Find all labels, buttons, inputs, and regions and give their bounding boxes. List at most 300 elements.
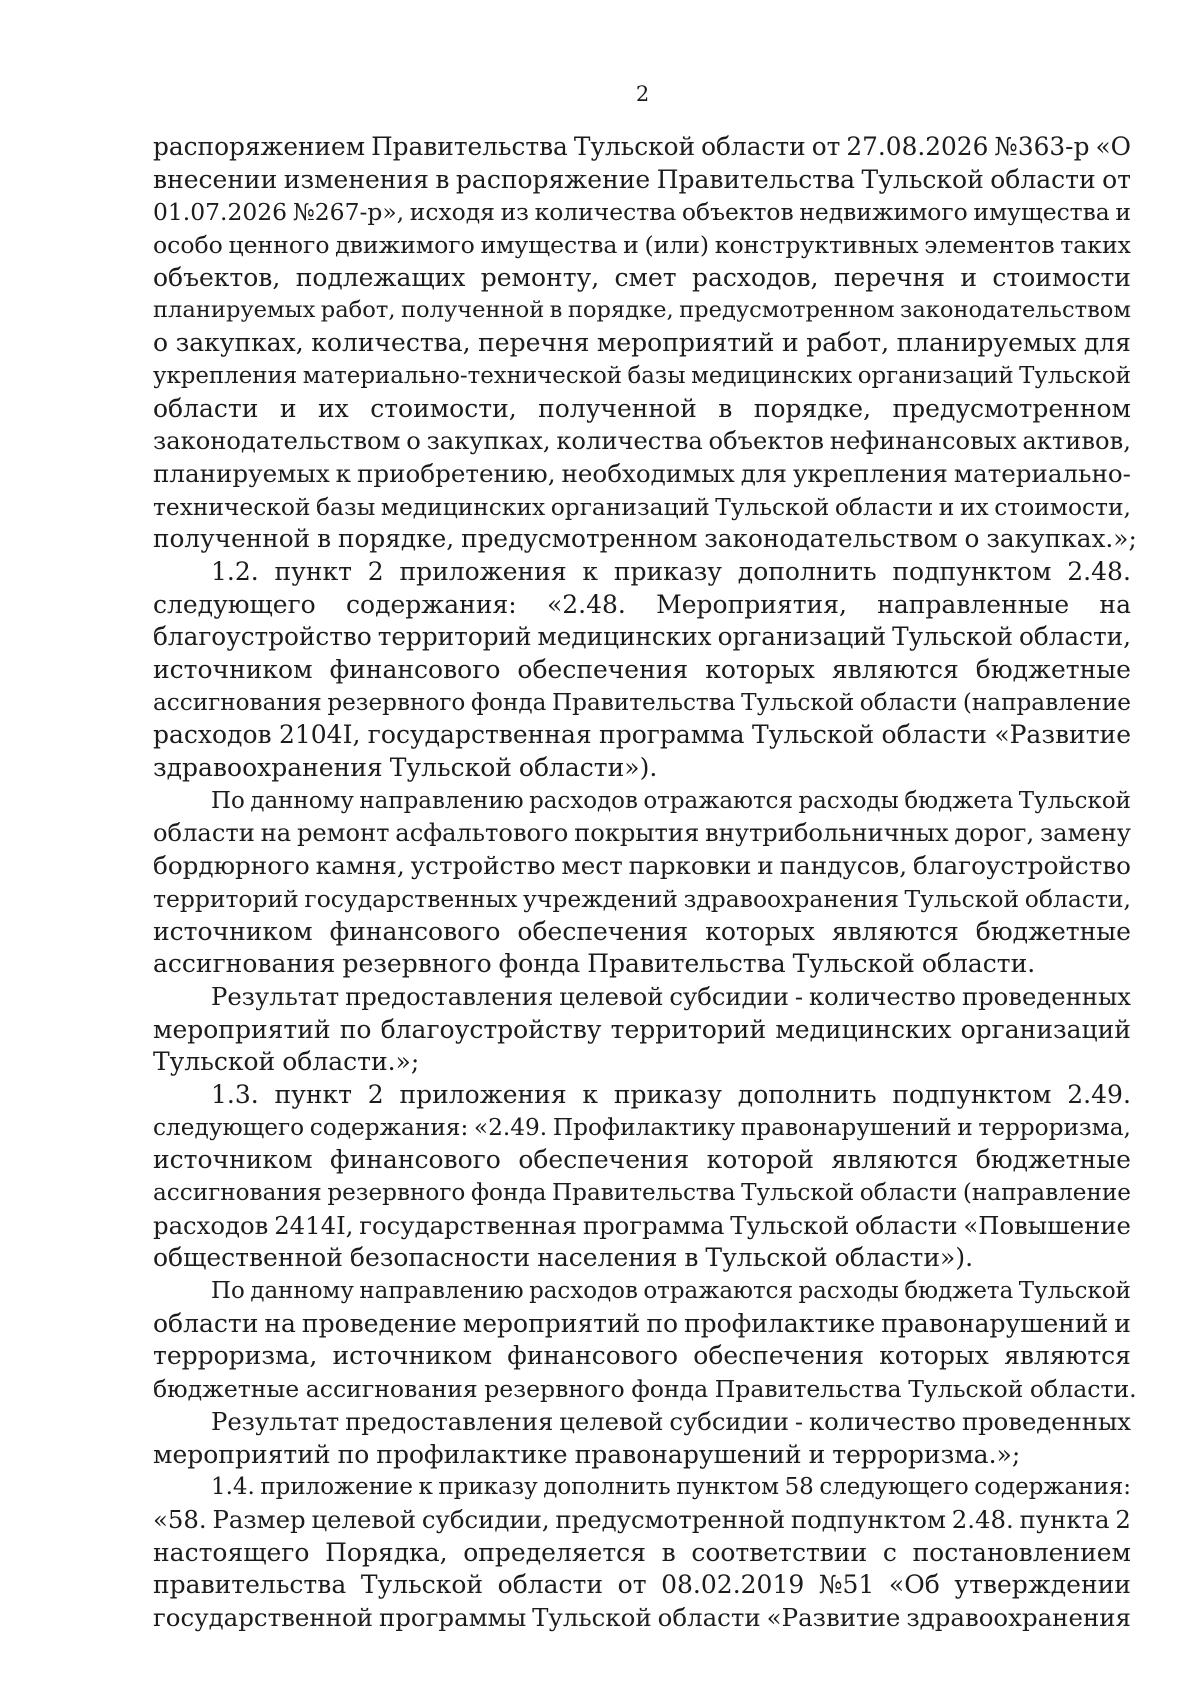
- word: закупках,: [426, 427, 551, 456]
- word: являются: [1004, 1341, 1131, 1371]
- word: 2104I,: [278, 720, 361, 750]
- text-line: [153, 294, 1131, 327]
- word: области,: [1024, 884, 1131, 913]
- word: предусмотренной: [555, 1504, 786, 1534]
- word: №267-р»,: [292, 198, 405, 227]
- text-line: [153, 1340, 1131, 1373]
- text-line: [153, 425, 1131, 458]
- word: законодательством: [899, 297, 1131, 324]
- word: финансового: [330, 1145, 501, 1175]
- word: элементов: [924, 231, 1055, 260]
- word: государственная: [359, 1210, 578, 1240]
- word: смет: [614, 262, 677, 292]
- word: планируемых: [153, 458, 330, 488]
- text-line: [153, 360, 1131, 393]
- word: Тульской: [904, 884, 1020, 913]
- word: области.: [1029, 1375, 1137, 1404]
- word: и: [1114, 1308, 1131, 1338]
- word: бюджетные: [975, 1145, 1131, 1175]
- word: определяется: [463, 1537, 646, 1567]
- word: Тульской: [715, 492, 830, 521]
- word: правонарушений: [881, 1308, 1109, 1338]
- word: финансового: [329, 655, 501, 684]
- word: внесении: [153, 164, 278, 194]
- word: порядке,: [337, 524, 455, 554]
- word: Тульской: [741, 689, 855, 716]
- word: Правительства: [371, 132, 568, 161]
- word: о: [406, 427, 421, 456]
- word: распоряжение: [455, 164, 651, 194]
- word: «Развитие: [766, 1602, 901, 1632]
- text-line: [153, 1308, 1131, 1341]
- word: обеспечения: [693, 1341, 865, 1371]
- word: являются: [831, 916, 959, 946]
- word: которых: [879, 1341, 989, 1371]
- word: содержания:: [346, 589, 517, 619]
- word: следующего: [819, 1474, 969, 1501]
- word: По: [211, 787, 245, 814]
- word: 1.3.: [211, 1079, 259, 1109]
- word: проведенных: [961, 1406, 1131, 1436]
- word: планируемых: [896, 328, 1077, 358]
- word: 2414I,: [274, 1210, 354, 1240]
- word: дополнить: [737, 1079, 877, 1109]
- text-line: [153, 327, 1131, 360]
- word: данному: [250, 787, 354, 814]
- word: Порядка,: [325, 1537, 448, 1567]
- word: 2.48.: [951, 1504, 1014, 1534]
- word: и: [957, 1113, 973, 1141]
- word: в: [718, 393, 733, 423]
- word: пандусов,: [779, 851, 908, 881]
- word: области.»;: [282, 1047, 420, 1077]
- word: области.: [921, 949, 1036, 979]
- word: и: [279, 393, 297, 423]
- word: мероприятий: [596, 328, 775, 358]
- word: материально-: [953, 458, 1131, 488]
- word: Тульской: [861, 164, 984, 194]
- word: количества: [556, 427, 703, 456]
- text-line: [153, 589, 1131, 622]
- word: «О: [1095, 132, 1131, 161]
- word: Результат: [211, 1406, 340, 1436]
- text-line: [153, 1242, 1131, 1275]
- word: полученной: [400, 297, 545, 324]
- word: расходов,: [691, 262, 819, 292]
- word: организаций: [960, 1014, 1131, 1044]
- word: о: [153, 328, 169, 358]
- word: Тульской: [360, 1570, 484, 1600]
- text-line: [153, 164, 1131, 197]
- word: источником: [153, 1145, 313, 1175]
- word: бюджетные: [975, 916, 1131, 946]
- word: территорий: [153, 884, 299, 913]
- text-line: [153, 262, 1131, 295]
- word: подпунктом: [892, 1079, 1052, 1109]
- word: направленные: [877, 589, 1070, 619]
- word: в: [317, 524, 332, 554]
- word: исходя: [409, 198, 495, 227]
- word: «2.49.: [473, 1113, 548, 1141]
- word: приложения: [399, 556, 567, 586]
- word: полученной: [153, 524, 311, 554]
- word: их: [317, 393, 349, 423]
- word: базы: [627, 362, 686, 389]
- word: планируемых: [153, 297, 316, 324]
- word: безопасности: [349, 1243, 531, 1273]
- word: следующего: [153, 589, 316, 619]
- word: на: [260, 819, 292, 848]
- word: -: [794, 1406, 804, 1436]
- word: резервного: [342, 949, 492, 979]
- word: закупках.»;: [986, 524, 1137, 554]
- word: количества,: [311, 328, 471, 358]
- word: терроризма,: [978, 1113, 1131, 1141]
- text-line: [153, 916, 1131, 949]
- word: резервного: [327, 1180, 466, 1206]
- word: Тульской: [1018, 787, 1131, 814]
- word: Тульской: [730, 1210, 850, 1240]
- word: настоящего: [153, 1537, 310, 1567]
- word: области: [859, 1180, 958, 1206]
- word: общественной: [153, 1243, 343, 1273]
- word: о: [964, 524, 980, 554]
- word: движимого: [335, 231, 475, 260]
- word: пункт: [274, 1079, 352, 1109]
- word: 1.4.: [211, 1474, 255, 1501]
- text-line: [153, 1112, 1131, 1145]
- word: предусмотренном: [679, 297, 895, 324]
- text-line: [153, 229, 1131, 262]
- word: приказу: [613, 1079, 723, 1109]
- word: закупках,: [175, 328, 304, 358]
- word: имущества: [973, 198, 1110, 227]
- word: изменения: [283, 164, 429, 194]
- word: для: [740, 458, 787, 488]
- word: пункта: [1019, 1504, 1110, 1534]
- word: асфальтового: [395, 819, 569, 848]
- word: Результат: [211, 981, 340, 1011]
- word: государственная: [367, 720, 592, 750]
- word: ассигнования: [153, 1180, 322, 1206]
- word: дополнить: [737, 556, 877, 586]
- text-line: [153, 1406, 1131, 1439]
- word: отражаются: [643, 787, 793, 814]
- word: территорий: [377, 622, 532, 652]
- word: из: [500, 198, 529, 227]
- word: ассигнования: [153, 949, 336, 979]
- word: работ,: [806, 328, 890, 358]
- word: Правительства: [714, 1375, 902, 1404]
- word: программа: [599, 720, 745, 750]
- word: стоимости,: [994, 492, 1131, 521]
- text-line: [153, 1275, 1131, 1308]
- word: Правительства: [587, 949, 786, 979]
- word: которых: [705, 655, 815, 684]
- word: являются: [831, 655, 959, 684]
- word: полученной: [538, 393, 697, 423]
- word: по: [646, 1308, 679, 1338]
- word: следующего: [153, 1113, 305, 1141]
- word: медицинских: [775, 1014, 952, 1044]
- word: соответствии: [691, 1537, 868, 1567]
- word: мероприятий: [153, 1439, 331, 1469]
- word: медицинских: [537, 622, 712, 652]
- word: Тульской: [741, 1180, 855, 1206]
- word: материально-технической: [302, 362, 622, 389]
- word: населения: [537, 1243, 678, 1273]
- text-line: [153, 883, 1131, 916]
- word: Тульской: [1018, 1278, 1131, 1305]
- word: 2: [1115, 1504, 1131, 1534]
- word: бюджета: [904, 1278, 1014, 1305]
- word: Размер: [212, 1504, 306, 1534]
- word: к: [335, 458, 352, 488]
- word: расходов: [529, 787, 638, 814]
- word: №363-р: [994, 132, 1090, 161]
- word: укрепления: [792, 458, 948, 488]
- word: 2.48.: [1067, 556, 1131, 586]
- word: области»).: [518, 753, 658, 783]
- word: Тульской: [908, 1375, 1024, 1404]
- word: которой: [706, 1145, 814, 1175]
- word: предоставления: [345, 981, 554, 1011]
- word: области: [153, 1308, 259, 1338]
- word: источником: [153, 655, 313, 684]
- word: программы: [378, 1602, 527, 1632]
- word: содержания:: [974, 1474, 1131, 1501]
- word: резервного: [327, 689, 466, 716]
- document-body: [153, 131, 1137, 1635]
- word: Мероприятия,: [656, 589, 847, 619]
- text-line: [153, 850, 1131, 883]
- word: ценного: [228, 231, 330, 260]
- word: к: [582, 556, 599, 586]
- word: целевой: [559, 981, 664, 1011]
- word: обеспечения: [517, 655, 689, 684]
- word: здравоохранения: [906, 1602, 1131, 1632]
- word: «58.: [153, 1504, 207, 1534]
- word: конструктивных: [714, 231, 919, 260]
- word: предоставления: [345, 1406, 554, 1436]
- word: ремонту,: [480, 262, 600, 292]
- word: имущества: [480, 231, 618, 260]
- word: правительства: [153, 1570, 347, 1600]
- word: в: [549, 297, 563, 324]
- word: области: [855, 1210, 958, 1240]
- word: области: [881, 720, 987, 750]
- word: таких: [1060, 231, 1131, 260]
- word: Правительства: [552, 1180, 736, 1206]
- word: целевой: [559, 1406, 664, 1436]
- word: работ,: [320, 297, 396, 324]
- word: приказу: [613, 556, 723, 586]
- word: направлению: [359, 787, 524, 814]
- word: Правительства: [656, 164, 856, 194]
- text-line: [153, 1537, 1131, 1570]
- word: укрепления: [153, 362, 298, 389]
- word: на: [264, 1308, 296, 1338]
- word: Тульской: [1019, 362, 1131, 389]
- word: государственной: [153, 1602, 373, 1632]
- word: от: [1102, 164, 1131, 194]
- word: на: [1099, 589, 1131, 619]
- word: объектов: [681, 198, 794, 227]
- word: «Об: [888, 1570, 940, 1600]
- word: в: [435, 164, 450, 194]
- word: технической: [153, 492, 311, 521]
- word: и: [808, 1439, 826, 1469]
- word: камня,: [315, 851, 405, 881]
- word: -: [794, 981, 804, 1011]
- word: замену: [1039, 819, 1131, 848]
- word: «2.48.: [546, 589, 626, 619]
- word: проведение: [301, 1308, 457, 1338]
- word: и: [623, 231, 639, 260]
- word: Тульской: [892, 622, 1013, 652]
- word: ассигнования: [305, 1375, 478, 1404]
- word: пунктом: [676, 1474, 780, 1501]
- word: 27.08.2026: [846, 132, 989, 161]
- word: недвижимого: [799, 198, 968, 227]
- word: организаций: [857, 362, 1014, 389]
- word: устройство: [410, 851, 556, 881]
- word: (направление: [962, 1180, 1131, 1206]
- word: медицинских: [691, 362, 853, 389]
- word: отражаются: [643, 1278, 793, 1305]
- word: мероприятий: [462, 1308, 641, 1338]
- word: терроризма.»;: [832, 1439, 1021, 1469]
- word: организаций: [717, 622, 887, 652]
- word: расходов: [529, 1278, 638, 1305]
- word: количество: [808, 981, 957, 1011]
- text-line: [153, 458, 1131, 491]
- word: особо: [153, 231, 223, 260]
- text-line: [153, 196, 1131, 229]
- word: обеспечения: [518, 1145, 690, 1175]
- word: Тульской: [573, 132, 696, 161]
- word: содержания:: [309, 1113, 469, 1141]
- word: правонарушений: [740, 1113, 952, 1141]
- word: области»).: [834, 1243, 974, 1273]
- word: области: [990, 164, 1096, 194]
- text-line: [153, 1602, 1131, 1635]
- word: подпунктом: [892, 556, 1052, 586]
- word: области: [497, 1570, 604, 1600]
- word: благоустройство: [153, 622, 372, 652]
- text-line: [153, 1144, 1131, 1177]
- word: проведенных: [961, 981, 1131, 1011]
- text-line: [153, 785, 1131, 818]
- text-line: [153, 948, 1131, 981]
- word: Тульской: [705, 1243, 828, 1273]
- word: подлежащих: [295, 262, 466, 292]
- word: в: [684, 1243, 699, 1273]
- word: (или): [644, 231, 710, 260]
- word: порядке,: [567, 297, 674, 324]
- word: 2: [367, 1079, 384, 1109]
- word: государственных: [304, 884, 518, 913]
- word: организаций: [550, 492, 710, 521]
- word: стоимости,: [370, 393, 517, 423]
- word: источником: [332, 1341, 493, 1371]
- word: учреждений: [523, 884, 678, 913]
- word: целевой: [311, 1504, 417, 1534]
- text-line: [153, 817, 1131, 850]
- word: предусмотренном: [892, 393, 1131, 423]
- word: Тульской: [792, 949, 915, 979]
- word: которых: [705, 916, 815, 946]
- word: постановлением: [912, 1537, 1131, 1567]
- text-line: [153, 1471, 1131, 1504]
- word: расходы: [798, 787, 899, 814]
- word: 2: [367, 556, 384, 586]
- word: количество: [808, 1406, 957, 1436]
- word: благоустройству: [380, 1014, 602, 1044]
- word: Тульской: [389, 753, 512, 783]
- word: здравоохранения: [683, 884, 899, 913]
- word: области: [153, 819, 255, 848]
- word: парковки: [628, 851, 752, 881]
- word: «Повышение: [963, 1210, 1131, 1240]
- word: Тульской: [532, 1602, 652, 1632]
- text-line: [153, 131, 1131, 164]
- word: области: [153, 393, 259, 423]
- text-line: [153, 1439, 1131, 1472]
- word: медицинских: [380, 492, 546, 521]
- word: покрытия: [574, 819, 700, 848]
- word: данному: [250, 1278, 354, 1305]
- word: 58: [784, 1474, 814, 1501]
- word: Профилактику: [552, 1113, 736, 1141]
- text-line: [153, 1014, 1131, 1047]
- word: и: [938, 492, 955, 521]
- text-line: [153, 1504, 1131, 1537]
- word: и: [782, 328, 799, 358]
- word: мест: [561, 851, 623, 881]
- word: приказу: [438, 1474, 538, 1501]
- word: правонарушений: [574, 1439, 802, 1469]
- text-line: [153, 687, 1131, 720]
- word: приложения: [399, 1079, 567, 1109]
- text-line: [153, 1210, 1131, 1243]
- word: бюджета: [904, 787, 1014, 814]
- text-line: [153, 1046, 1131, 1079]
- word: предусмотренном: [461, 524, 698, 554]
- word: мероприятий: [153, 1014, 331, 1044]
- word: программа: [582, 1210, 725, 1240]
- word: распоряжением: [153, 132, 366, 161]
- word: фонда: [631, 1375, 709, 1404]
- word: перечня: [833, 262, 946, 292]
- text-line: [153, 491, 1131, 524]
- text-line: [153, 621, 1131, 654]
- text-line: [153, 981, 1131, 1014]
- word: базы: [316, 492, 376, 521]
- word: №51: [818, 1570, 875, 1600]
- word: 01.07.2026: [153, 198, 288, 227]
- word: к: [418, 1474, 433, 1501]
- word: субсидии,: [421, 1504, 550, 1534]
- text-line: [153, 1373, 1137, 1406]
- word: законодательством: [704, 524, 958, 554]
- word: финансового: [507, 1341, 679, 1371]
- text-line: [153, 556, 1131, 589]
- text-line: [153, 752, 1131, 785]
- word: приобретению,: [357, 458, 556, 488]
- word: «Развитие: [994, 720, 1131, 750]
- word: порядке,: [753, 393, 872, 423]
